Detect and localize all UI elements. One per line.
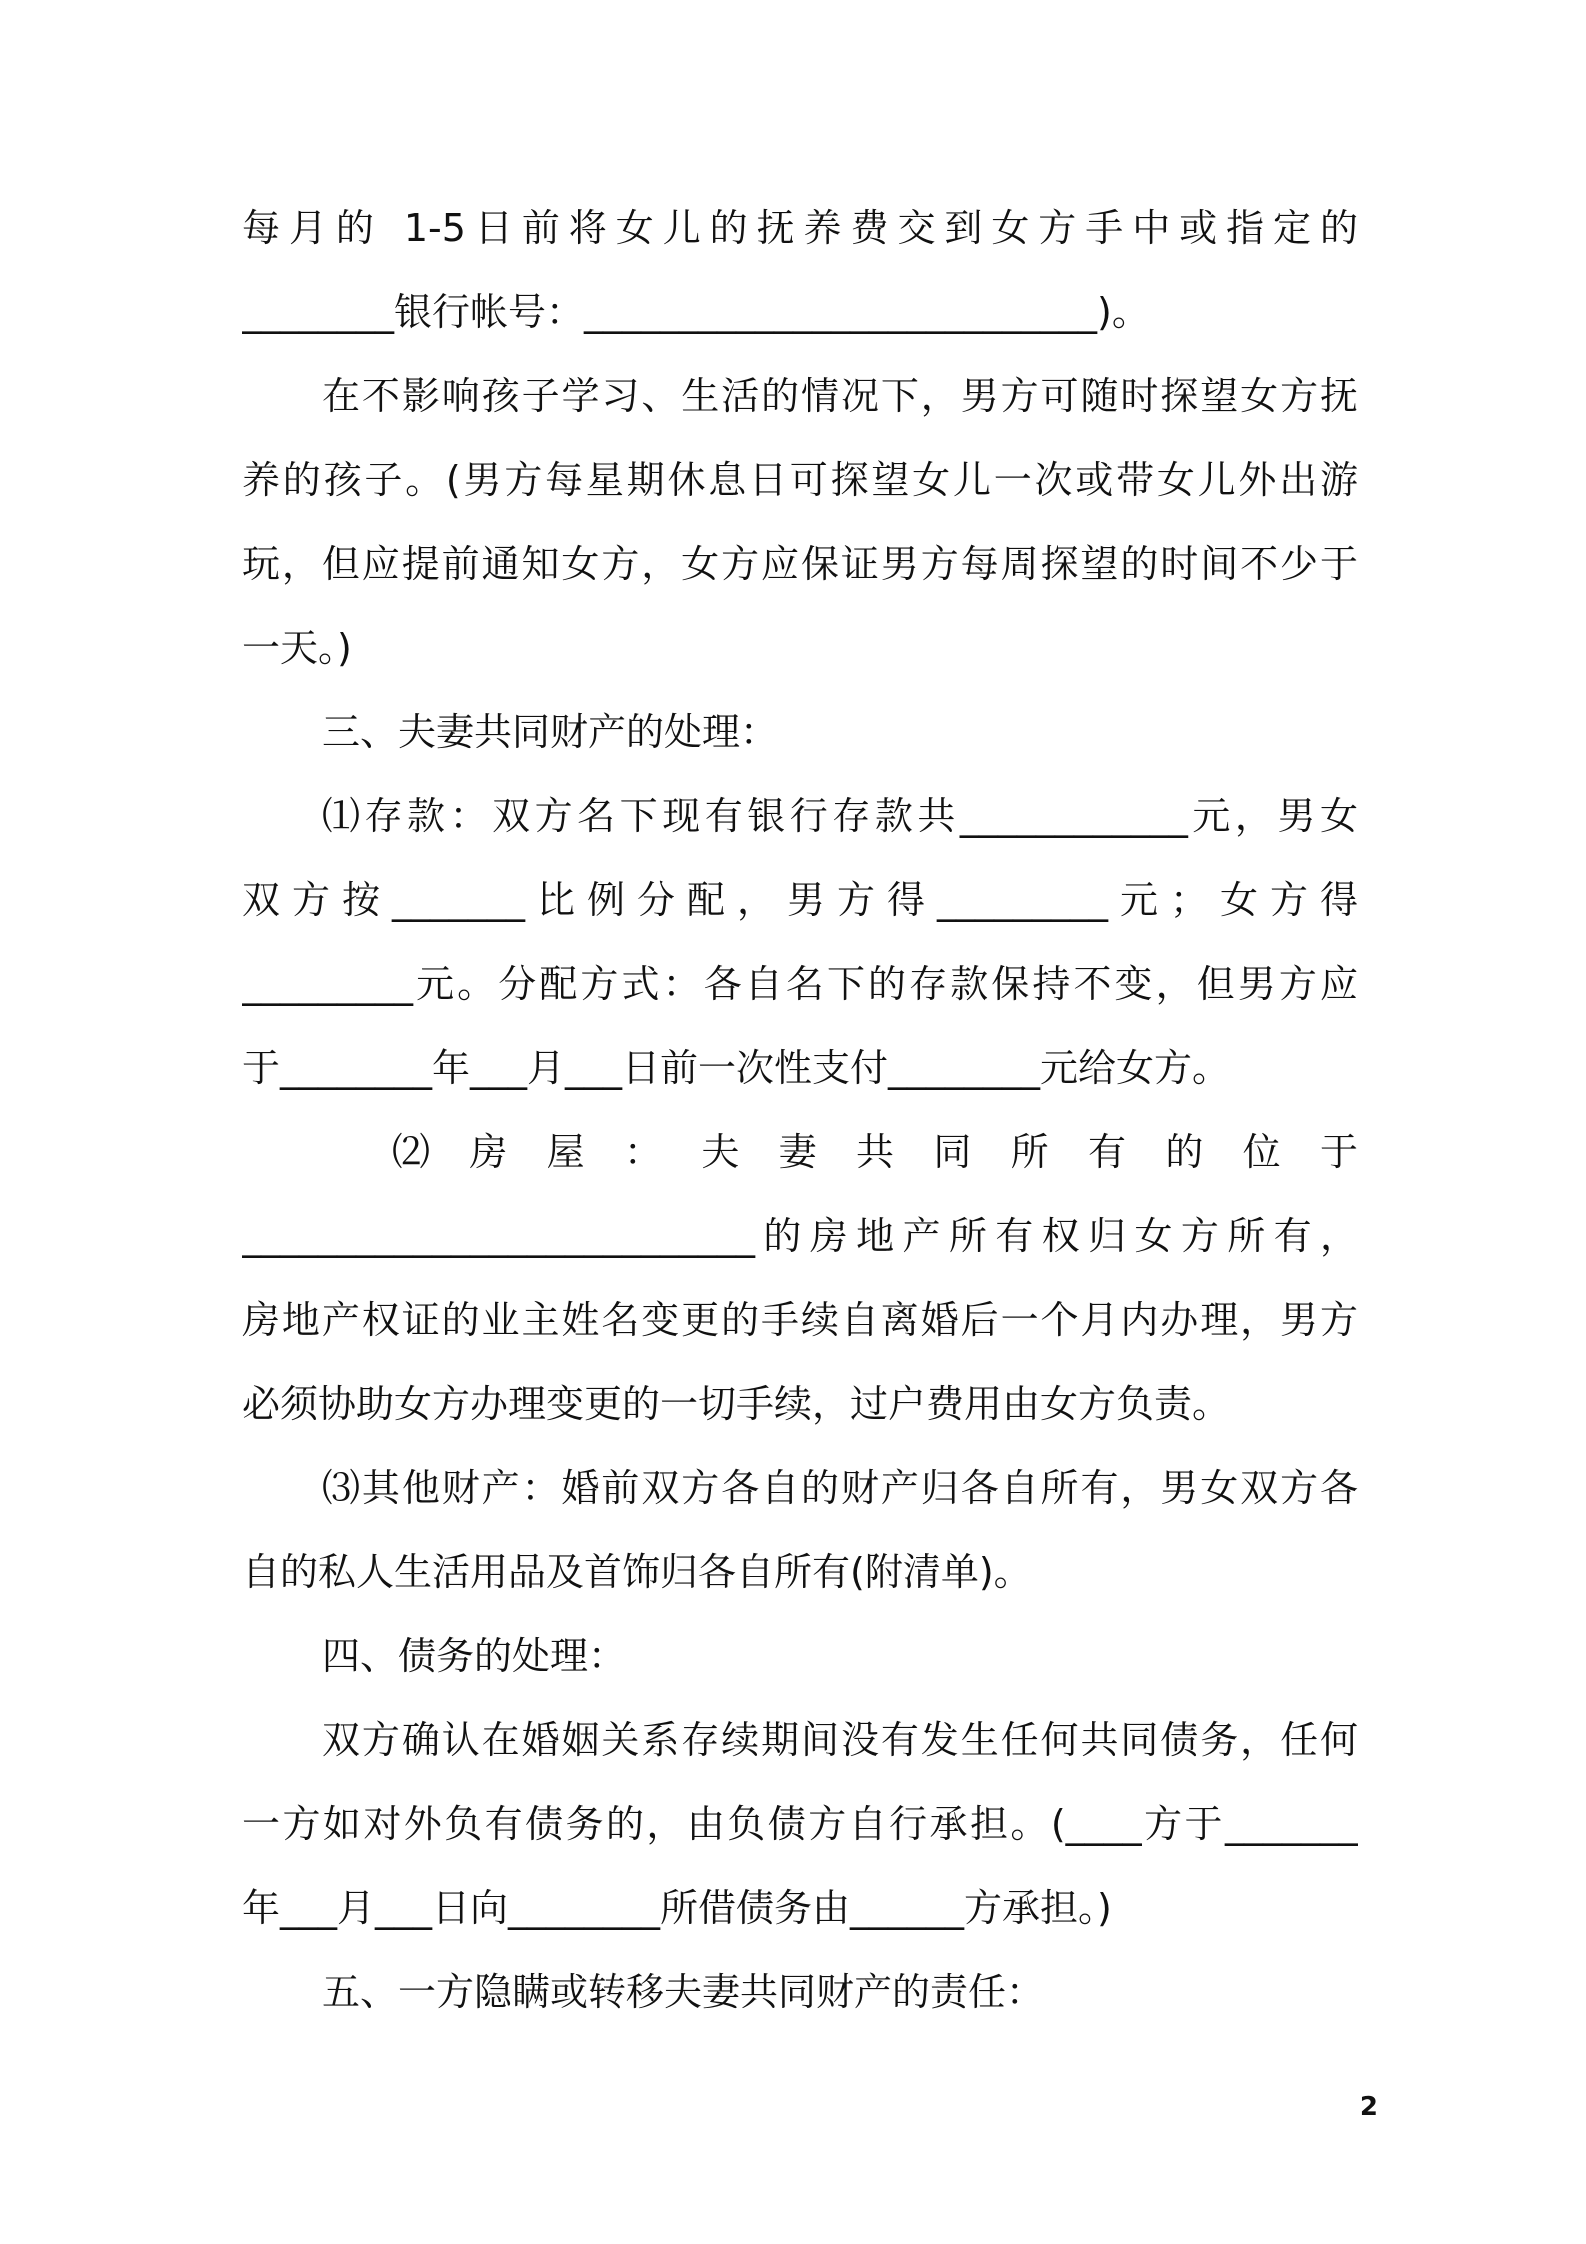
text-line: _________元。分配方式：各自名下的存款保持不变，但男方应	[242, 962, 1358, 1006]
text-line: 房地产权证的业主姓名变更的手续自离婚后一个月内办理，男方	[242, 1298, 1358, 1342]
text-line: 在不影响孩子学习、生活的情况下，男方可随时探望女方抚	[322, 374, 1358, 418]
text-line: 每月的 1-5日前将女儿的抚养费交到女方手中或指定的	[242, 206, 1358, 250]
section-heading: 三、夫妻共同财产的处理：	[322, 710, 779, 754]
text-line: 双方确认在婚姻关系存续期间没有发生任何共同债务，任何	[322, 1718, 1358, 1762]
text-line: ⑵ 房 屋 ： 夫 妻 共 同 所 有 的 位 于	[392, 1130, 1358, 1174]
page-number: 2	[1359, 2092, 1378, 2122]
text-line: ________银行帐号：___________________________)。	[242, 290, 1150, 334]
text-line: 必须协助女方办理变更的一切手续，过户费用由女方负责。	[242, 1382, 1231, 1426]
text-line: ⑶其他财产：婚前双方各自的财产归各自所有，男女双方各	[322, 1466, 1358, 1510]
text-line: 一天。)	[242, 626, 352, 670]
section-heading: 五、一方隐瞒或转移夫妻共同财产的责任：	[322, 1970, 1045, 2014]
section-heading: 四、债务的处理：	[322, 1634, 627, 1678]
text-line: 自的私人生活用品及首饰归各自所有(附清单)。	[242, 1550, 1032, 1594]
text-line: 养的孩子。(男方每星期休息日可探望女儿一次或带女儿外出游	[242, 458, 1358, 502]
text-line: 于________年___月___日前一次性支付________元给女方。	[242, 1046, 1231, 1090]
text-line: 双方按_______比例分配，男方得_________元；女方得	[242, 878, 1358, 922]
text-line: ⑴存款：双方名下现有银行存款共____________元，男女	[322, 794, 1358, 838]
text-line: 年___月___日向________所借债务由______方承担。)	[242, 1886, 1112, 1930]
text-line: 一方如对外负有债务的，由负债方自行承担。(____方于_______	[242, 1802, 1358, 1846]
text-line: 玩，但应提前通知女方，女方应保证男方每周探望的时间不少于	[242, 542, 1358, 586]
text-line: ___________________________的房地产所有权归女方所有，	[242, 1214, 1358, 1258]
